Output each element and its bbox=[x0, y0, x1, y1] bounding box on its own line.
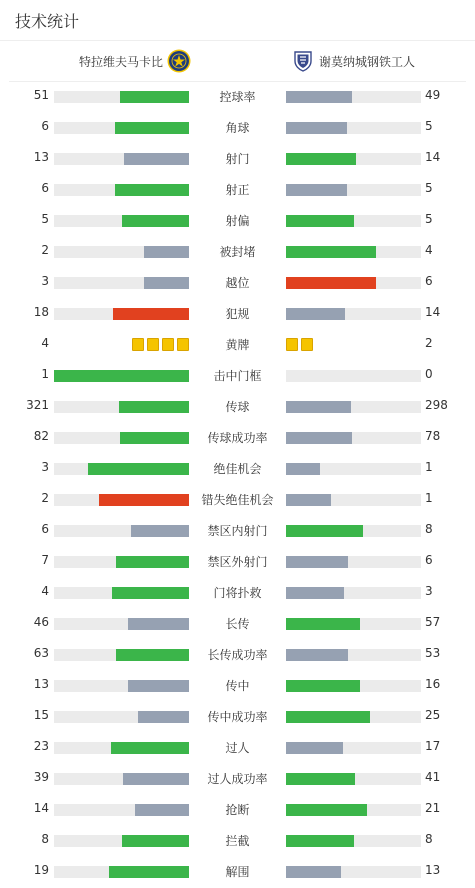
stat-row bbox=[0, 671, 475, 702]
home-value: 2 bbox=[41, 491, 49, 505]
away-bar-fill bbox=[286, 153, 356, 165]
stat-label: 击中门框 bbox=[213, 369, 262, 383]
away-value: 5 bbox=[425, 212, 433, 226]
home-bar-fill bbox=[123, 773, 189, 785]
home-bar-track bbox=[54, 804, 189, 816]
home-bar-fill bbox=[115, 122, 189, 134]
away-value: 17 bbox=[425, 739, 441, 753]
home-value: 3 bbox=[41, 274, 49, 288]
away-value: 25 bbox=[425, 708, 441, 722]
stat-row bbox=[0, 361, 475, 392]
stat-label: 门将扑救 bbox=[213, 586, 262, 600]
stat-label: 禁区内射门 bbox=[207, 524, 268, 538]
home-value: 8 bbox=[41, 832, 49, 846]
home-bar-fill bbox=[119, 401, 189, 413]
home-bar-track bbox=[54, 401, 189, 413]
home-team-name: 特拉维夫马卡比 bbox=[78, 54, 163, 69]
home-bar-track bbox=[54, 525, 189, 537]
home-bar-fill bbox=[122, 835, 190, 847]
teams-bar bbox=[9, 41, 466, 82]
home-bar-track bbox=[54, 835, 189, 847]
home-bar-fill bbox=[144, 277, 189, 289]
stat-label: 拦截 bbox=[225, 834, 250, 848]
away-bar-fill bbox=[286, 91, 352, 103]
home-bar-fill bbox=[131, 525, 189, 537]
stat-label: 错失绝佳机会 bbox=[201, 493, 274, 507]
home-bar-track bbox=[54, 463, 189, 475]
away-bar-fill bbox=[286, 277, 376, 289]
away-value: 78 bbox=[425, 429, 441, 443]
away-bar-fill bbox=[286, 494, 331, 506]
home-team-crest-icon bbox=[167, 49, 191, 73]
away-bar-fill bbox=[286, 556, 348, 568]
stat-label: 射正 bbox=[225, 183, 250, 197]
away-bar-fill bbox=[286, 804, 367, 816]
stat-label: 解围 bbox=[225, 865, 250, 879]
home-bar-track bbox=[54, 680, 189, 692]
home-value: 18 bbox=[33, 305, 49, 319]
away-bar-track bbox=[286, 432, 421, 444]
stat-label: 控球率 bbox=[219, 90, 256, 104]
away-value: 2 bbox=[425, 336, 433, 350]
away-bar-track bbox=[286, 618, 421, 630]
stat-row bbox=[0, 299, 475, 330]
away-bar-track bbox=[286, 246, 421, 258]
away-value: 4 bbox=[425, 243, 433, 257]
home-bar-track bbox=[54, 587, 189, 599]
stat-label: 抢断 bbox=[225, 803, 250, 817]
home-bar-track bbox=[54, 184, 189, 196]
home-bar-fill bbox=[122, 215, 190, 227]
away-value: 13 bbox=[425, 863, 441, 877]
away-bar-track bbox=[286, 463, 421, 475]
away-bar-track bbox=[286, 308, 421, 320]
home-bar-track bbox=[54, 215, 189, 227]
away-bar-fill bbox=[286, 618, 360, 630]
yellow-card-icon bbox=[162, 338, 174, 351]
away-value: 8 bbox=[425, 832, 433, 846]
away-bar-track bbox=[286, 401, 421, 413]
stat-row bbox=[0, 175, 475, 206]
home-value: 5 bbox=[41, 212, 49, 226]
stat-row bbox=[0, 113, 475, 144]
home-value: 46 bbox=[33, 615, 49, 629]
away-bar-track bbox=[286, 711, 421, 723]
home-bar-track bbox=[54, 246, 189, 258]
stat-label: 越位 bbox=[225, 276, 250, 290]
home-value: 321 bbox=[26, 398, 49, 412]
away-bar-fill bbox=[286, 835, 354, 847]
away-bar-fill bbox=[286, 587, 344, 599]
home-bar-track bbox=[54, 153, 189, 165]
stat-label: 长传 bbox=[225, 617, 250, 631]
away-value: 49 bbox=[425, 88, 441, 102]
home-bar-track bbox=[54, 649, 189, 661]
home-value: 19 bbox=[33, 863, 49, 877]
away-value: 57 bbox=[425, 615, 441, 629]
stat-row bbox=[0, 547, 475, 578]
away-bar-track bbox=[286, 494, 421, 506]
yellow-card-icon bbox=[147, 338, 159, 351]
away-bar-track bbox=[286, 866, 421, 878]
away-value: 3 bbox=[425, 584, 433, 598]
yellow-card-icon bbox=[301, 338, 313, 351]
home-bar-fill bbox=[109, 866, 189, 878]
stat-row bbox=[0, 82, 475, 113]
home-value: 6 bbox=[41, 522, 49, 536]
away-value: 5 bbox=[425, 119, 433, 133]
away-bar-fill bbox=[286, 432, 352, 444]
away-value: 14 bbox=[425, 150, 441, 164]
home-bar-fill bbox=[138, 711, 189, 723]
stat-label: 绝佳机会 bbox=[213, 462, 262, 476]
away-bar-track bbox=[286, 91, 421, 103]
home-bar-fill bbox=[111, 742, 189, 754]
away-bar-fill bbox=[286, 773, 355, 785]
away-bar-fill bbox=[286, 711, 370, 723]
home-bar-fill bbox=[112, 587, 189, 599]
home-value: 1 bbox=[41, 367, 49, 381]
stat-row bbox=[0, 516, 475, 547]
home-bar-fill bbox=[144, 246, 189, 258]
home-bar-fill bbox=[116, 556, 189, 568]
home-bar-track bbox=[54, 618, 189, 630]
away-bar-track bbox=[286, 525, 421, 537]
stat-row bbox=[0, 609, 475, 640]
home-bar-track bbox=[54, 91, 189, 103]
away-bar-fill bbox=[286, 742, 343, 754]
home-value: 13 bbox=[33, 677, 49, 691]
home-bar-fill bbox=[88, 463, 189, 475]
stat-row bbox=[0, 485, 475, 516]
away-value: 8 bbox=[425, 522, 433, 536]
away-bar-track bbox=[286, 835, 421, 847]
home-bar-fill bbox=[99, 494, 189, 506]
stat-label: 传球成功率 bbox=[207, 431, 268, 445]
home-value: 7 bbox=[41, 553, 49, 567]
stat-label: 黄牌 bbox=[225, 338, 250, 352]
home-bar-track bbox=[54, 866, 189, 878]
away-bar-track bbox=[286, 122, 421, 134]
away-bar-track bbox=[286, 742, 421, 754]
away-bar-fill bbox=[286, 308, 345, 320]
away-bar-fill bbox=[286, 401, 351, 413]
away-bar-fill bbox=[286, 215, 354, 227]
stat-label: 犯规 bbox=[225, 307, 250, 321]
stat-row bbox=[0, 702, 475, 733]
home-value: 39 bbox=[33, 770, 49, 784]
away-bar-fill bbox=[286, 649, 348, 661]
stat-label: 传中 bbox=[225, 679, 250, 693]
home-bar-fill bbox=[128, 618, 189, 630]
stat-label: 禁区外射门 bbox=[207, 555, 268, 569]
stat-label: 过人成功率 bbox=[207, 772, 268, 786]
away-bar-fill bbox=[286, 463, 320, 475]
away-bar-track bbox=[286, 556, 421, 568]
home-cards bbox=[132, 338, 189, 351]
stat-label: 角球 bbox=[225, 121, 250, 135]
home-bar-fill bbox=[54, 370, 189, 382]
home-bar-track bbox=[54, 556, 189, 568]
stat-row bbox=[0, 454, 475, 485]
stat-row bbox=[0, 640, 475, 671]
stat-row bbox=[0, 237, 475, 268]
home-value: 4 bbox=[41, 336, 49, 350]
home-value: 14 bbox=[33, 801, 49, 815]
stat-row bbox=[0, 206, 475, 237]
home-bar-track bbox=[54, 711, 189, 723]
stat-label: 长传成功率 bbox=[207, 648, 268, 662]
away-cards bbox=[286, 338, 313, 351]
home-value: 51 bbox=[33, 88, 49, 102]
away-bar-track bbox=[286, 277, 421, 289]
home-bar-track bbox=[54, 308, 189, 320]
stat-row bbox=[0, 423, 475, 454]
home-bar-track bbox=[54, 432, 189, 444]
home-value: 4 bbox=[41, 584, 49, 598]
stat-row bbox=[0, 144, 475, 175]
home-bar-track bbox=[54, 773, 189, 785]
away-value: 41 bbox=[425, 770, 441, 784]
home-team[interactable] bbox=[79, 49, 191, 73]
away-value: 0 bbox=[425, 367, 433, 381]
away-bar-fill bbox=[286, 525, 363, 537]
away-value: 14 bbox=[425, 305, 441, 319]
home-value: 82 bbox=[33, 429, 49, 443]
away-value: 21 bbox=[425, 801, 441, 815]
home-bar-track bbox=[54, 122, 189, 134]
stat-label: 传中成功率 bbox=[207, 710, 268, 724]
away-bar-fill bbox=[286, 246, 376, 258]
stat-row bbox=[0, 764, 475, 795]
stat-row bbox=[0, 330, 475, 361]
home-value: 6 bbox=[41, 119, 49, 133]
away-team[interactable] bbox=[291, 49, 415, 73]
away-bar-fill bbox=[286, 680, 360, 692]
stat-row bbox=[0, 578, 475, 609]
stat-row bbox=[0, 392, 475, 423]
home-bar-fill bbox=[128, 680, 189, 692]
home-bar-fill bbox=[120, 432, 189, 444]
home-bar-fill bbox=[115, 184, 189, 196]
yellow-card-icon bbox=[286, 338, 298, 351]
away-value: 298 bbox=[425, 398, 448, 412]
stat-label: 射偏 bbox=[225, 214, 250, 228]
home-bar-fill bbox=[113, 308, 189, 320]
stat-label: 射门 bbox=[225, 152, 250, 166]
away-bar-track bbox=[286, 804, 421, 816]
away-team-name: 谢莫纳城钢铁工人 bbox=[319, 54, 416, 69]
away-value: 16 bbox=[425, 677, 441, 691]
stat-row bbox=[0, 826, 475, 857]
home-bar-track bbox=[54, 494, 189, 506]
home-bar-fill bbox=[124, 153, 189, 165]
yellow-card-icon bbox=[132, 338, 144, 351]
stats-header bbox=[0, 0, 475, 41]
stat-label: 被封堵 bbox=[219, 245, 256, 259]
stat-row bbox=[0, 795, 475, 826]
home-value: 23 bbox=[33, 739, 49, 753]
away-bar-track bbox=[286, 773, 421, 785]
away-bar-track bbox=[286, 215, 421, 227]
away-bar-track bbox=[286, 370, 421, 382]
away-team-crest-icon bbox=[291, 49, 315, 73]
home-value: 15 bbox=[33, 708, 49, 722]
yellow-card-icon bbox=[177, 338, 189, 351]
stat-row bbox=[0, 268, 475, 299]
home-value: 63 bbox=[33, 646, 49, 660]
away-bar-track bbox=[286, 587, 421, 599]
home-value: 6 bbox=[41, 181, 49, 195]
away-value: 6 bbox=[425, 553, 433, 567]
away-bar-fill bbox=[286, 184, 347, 196]
home-bar-fill bbox=[135, 804, 189, 816]
away-value: 6 bbox=[425, 274, 433, 288]
stats-list bbox=[0, 82, 475, 888]
away-bar-track bbox=[286, 680, 421, 692]
away-value: 5 bbox=[425, 181, 433, 195]
home-bar-track bbox=[54, 370, 189, 382]
home-bar-fill bbox=[116, 649, 189, 661]
stat-row bbox=[0, 733, 475, 764]
away-value: 1 bbox=[425, 460, 433, 474]
home-value: 13 bbox=[33, 150, 49, 164]
home-bar-track bbox=[54, 277, 189, 289]
away-value: 53 bbox=[425, 646, 441, 660]
away-bar-track bbox=[286, 184, 421, 196]
stat-row bbox=[0, 857, 475, 888]
stat-label: 传球 bbox=[225, 400, 250, 414]
away-bar-track bbox=[286, 649, 421, 661]
home-bar-fill bbox=[120, 91, 189, 103]
page-title: 技术统计 bbox=[15, 11, 80, 31]
away-bar-track bbox=[286, 153, 421, 165]
home-bar-track bbox=[54, 742, 189, 754]
home-value: 3 bbox=[41, 460, 49, 474]
away-bar-fill bbox=[286, 866, 341, 878]
away-bar-fill bbox=[286, 122, 347, 134]
home-value: 2 bbox=[41, 243, 49, 257]
away-value: 1 bbox=[425, 491, 433, 505]
stat-label: 过人 bbox=[225, 741, 250, 755]
